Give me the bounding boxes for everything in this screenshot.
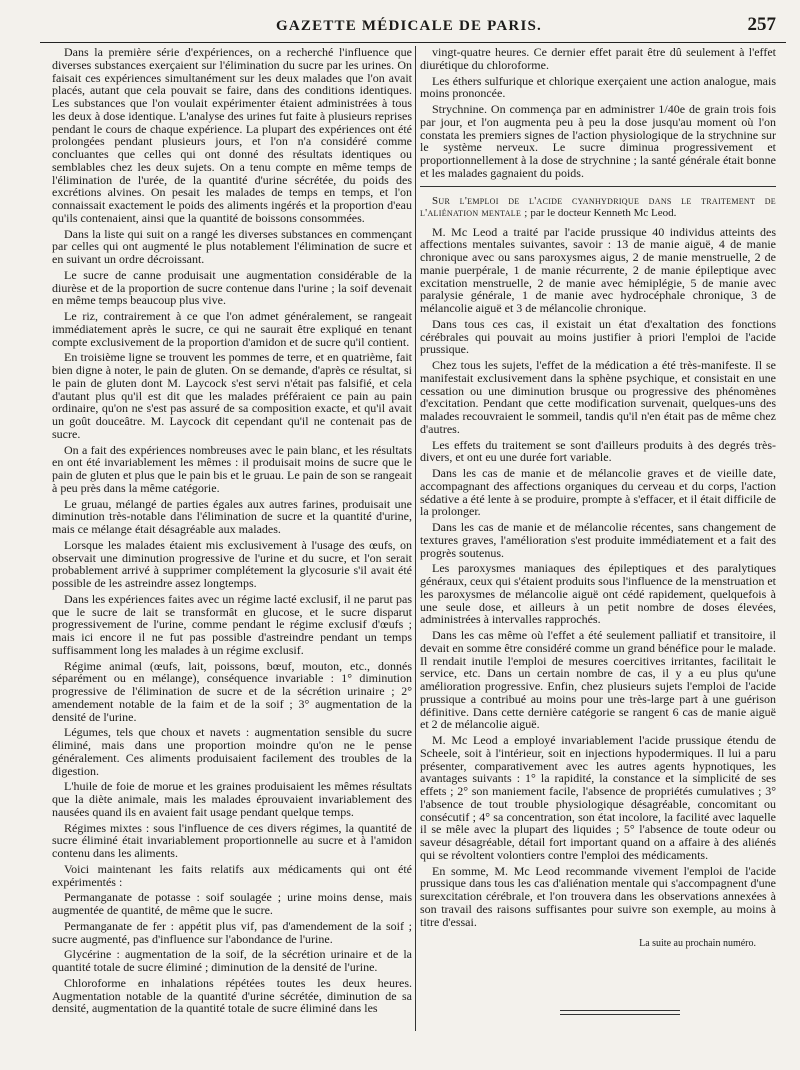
right-column (420, 46, 776, 951)
continued-note: La suite au prochain numéro. (639, 938, 756, 950)
paragraph: Le gruau, mélangé de parties égales aux autres farines, produisait une diminution très-notable dans l'élimination de sucre et la quantité d'urine, mais ce mélange était désagréable aux malades. (52, 496, 412, 536)
paragraph: Régimes mixtes : sous l'influence de ces divers régimes, la quantité de sucre éliminé était invariablement proportionnelle au sucre et à l'amidon contenu dans les aliments. (52, 820, 412, 860)
paragraph: M. Mc Leod a traité par l'acide prussique 40 individus atteints des affections mentales suivantes, savoir : 13 de manie aiguë, 4 de manie chronique avec ou sans paroxysmes aigus, 2 de manie menstruelle, 2 de manie puerpérale, 1 de manie récurrente, 2 de manie épileptique avec excitation menstruelle, 2 de manie avec hémiplégie, 5 de manie avec paralysie générale, 1 de manie avec hydrocéphale chronique, 3 de mélancolie aiguë et 3 de mélancolie chronique. (420, 224, 776, 315)
paragraph: Le sucre de canne produisait une augmentation considérable de la diurèse et de la proportion de sucre contenue dans l'urine ; la soif devenait en même temps beaucoup plus vive. (52, 267, 412, 308)
paragraph: Glycérine : augmentation de la soif, de la sécrétion urinaire et de la quantité totale de sucre éliminé ; diminution de la densité de l'urine. (52, 947, 412, 974)
paragraph: Légumes, tels que choux et navets : augmentation sensible du sucre éliminé, mais dans une proportion moindre qu'on ne le pense généralement. Ces aliments produisaient facilement des troubles de la digestion. (52, 725, 412, 778)
article-separator (420, 186, 776, 187)
article-title: Sur l'emploi de l'acide cyanhydrique dans le traitement de l'aliénation mentale ; (420, 194, 776, 219)
end-rule-double (560, 1014, 680, 1015)
paragraph: Dans les cas même où l'effet a été seulement palliatif et transitoire, il devait en somme être considéré comme un grand bénéfice pour le malade. Il rendait inutile l'emploi de mesures coercitives irritantes, facilitait le service, etc. Dans un certain nombre de cas, il y a eu plus qu'une amélioration progressive. Enfin, chez plusieurs sujets l'emploi de l'acide prussique a contribué au moins pour une très-large part à une guérison définitive. Dans cette dernière catégorie se rangent 6 cas de manie aiguë et 2 de mélancolie aiguë. (420, 628, 776, 732)
end-rule (560, 1010, 680, 1011)
paragraph: On a fait des expériences nombreuses avec le pain blanc, et les résultats en ont été invariablement les mêmes : il produisait moins de sucre que le pain de gluten et plus que le pain bis et le gruau. Le pain de son se rangeait à peu près dans la même catégorie. (52, 442, 412, 495)
paragraph: Les effets du traitement se sont d'ailleurs produits à des degrés très-divers, et ont eu une durée fort variable. (420, 437, 776, 465)
paragraph: Chez tous les sujets, l'effet de la médication a été très-manifeste. Il se manifestait exclusivement dans la sphène psychique, et consistait en une cessation ou une diminution brusque ou progressive des phénomènes d'excitation. Pendant que cette modification survenait, quelques-uns des malades recouvraient le sommeil, tandis qu'il n'en était pas de même chez d'autres. (420, 358, 776, 436)
paragraph: En troisième ligne se trouvent les pommes de terre, et en quatrième, fait bien digne à noter, le pain de gluten. On se demande, d'après ce résultat, si le pain de gluten dont M. Laycock s'est servi n'était pas falsifié, et cela d'autant plus qu'il est dit que les malades préféraient ce pain au pain ordinaire, qu'on ne s'est pas assuré de sa composition exacte, et qu'il avait un goût douceâtre. M. Laycock dit cependant qu'il ne contenait pas de sucre. (52, 350, 412, 441)
paragraph: Les éthers sulfurique et chlorique exerçaient une action analogue, mais moins prononcée. (420, 73, 776, 101)
paragraph: Dans la liste qui suit on a rangé les diverses substances en commençant par celles qui ont augmenté le plus notablement l'élimination de sucre et en suivant un ordre décroissant. (52, 226, 412, 266)
right-column-intro (420, 46, 776, 180)
article-heading (420, 195, 776, 220)
paragraph: Dans les cas de manie et de mélancolie graves et de vieille date, accompagnant des affections organiques du cerveau et du corps, l'action sédative a été lente à se produire, prompte à s'effacer, et il était difficile de la prolonger. (420, 466, 776, 519)
running-title: GAZETTE MÉDICALE DE PARIS. (276, 18, 542, 34)
article-byline: par le docteur Kenneth Mc Leod. (530, 207, 677, 219)
paragraph: Le riz, contrairement à ce que l'on admet généralement, se rangeait immédiatement après le sucre, ce qui ne saurait être expliqué en tenant compte exclusivement de la proportion d'amidon et de sucre qu'il contient. (52, 309, 412, 349)
paragraph: Permanganate de potasse : soif soulagée ; urine moins dense, mais augmentée de quantité, de même que le sucre. (52, 890, 412, 917)
paragraph: Dans la première série d'expériences, on a recherché l'influence que diverses substances exerçaient sur l'élimination du sucre par les urines. On faisait ces expériences simultanément sur les deux malades que l'on avait placés, autant que cela pouvait se faire, dans des conditions identiques. Les substances que l'on voulait expérimenter étaient administrées à tous les deux à dose identique. L'analyse des urines fut faite à plusieurs reprises pendant le cours de chaque expérience. La plupart des expériences ont été prolongées pendant plusieurs jours, et l'on n'a considéré comme concluantes que celles qui ont donné des résultats identiques ou semblables chez les deux sujets. On a tenu compte en même temps de l'élimination de l'urée, de la quantité d'urine sécrétée, du poids des excrétions alvines. On pesait les malades de temps en temps, et l'on connaissait exactement le poids des aliments ingérés et la proportion d'eau qu'ils contenaient, ainsi que la quantité de boissons consommées. (52, 45, 412, 225)
column-divider (415, 46, 416, 1031)
page-header (38, 14, 780, 40)
paragraph: En somme, M. Mc Leod recommande vivement l'emploi de l'acide prussique dans tous les cas d'aliénation mentale qui s'accompagnent d'une surexcitation cérébrale, et l'on trouvera dans les observations annexées à son travail des raisons suffisantes pour suivre son exemple, au moins à titre d'essai. (420, 863, 776, 929)
left-column (52, 46, 412, 1015)
paragraph: Les paroxysmes maniaques des épileptiques et des paralytiques généraux, ceux qui s'étaient produits sous l'influence de la menstruation et les paroxysmes de mélancolie aiguë ont cédé rapidement, quelquefois à une seule dose, et ailleurs à un petit nombre de doses élevées, administrées à intervalles rapprochés. (420, 561, 776, 627)
page-number: 257 (747, 14, 776, 35)
paragraph: Dans tous ces cas, il existait un état d'exaltation des fonctions cérébrales qui pouvait au moins justifier à priori l'emploi de l'acide prussique. (420, 316, 776, 357)
paragraph: Dans les cas de manie et de mélancolie récentes, sans changement de textures graves, l'amélioration s'est produite immédiatement et a fait des progrès soutenus. (420, 520, 776, 560)
paragraph: Voici maintenant les faits relatifs aux médicaments qui ont été expérimentés : (52, 861, 412, 889)
header-rule (40, 42, 786, 43)
paragraph: L'huile de foie de morue et les graines produisaient les mêmes résultats que la diète animale, mais les malades éprouvaient invariablement des nausées quand ils en avaient fait usage pendant quelque temps. (52, 779, 412, 819)
paragraph: Régime animal (œufs, lait, poissons, bœuf, mouton, etc., donnés séparément ou en mélange), conséquence invariable : 1° diminution progressive de l'élimination de sucre et de la sécrétion urinaire ; 2° amendement notable de la faim et de la soif ; 3° augmentation de la densité de l'urine. (52, 658, 412, 724)
paragraph: Lorsque les malades étaient mis exclusivement à l'usage des œufs, on observait une diminution progressive de l'urine et du sucre, et l'on serait probablement arrivé à supprimer complétement la glycosurie s'il avait été possible de les astreindre assez longtemps. (52, 537, 412, 590)
paragraph: Dans les expériences faites avec un régime lacté exclusif, il ne parut pas que le sucre de lait se transformât en glucose, et le sucre disparut progressivement de l'urine, comme pendant le régime exclusif d'œufs ; mais ici encore il ne fut pas possible d'astreindre pendant un temps suffisamment long les malades à un régime exclusif. (52, 591, 412, 657)
paragraph: Strychnine. On commença par en administrer 1/40e de grain trois fois par jour, et l'on augmenta peu à peu la dose jusqu'au moment où l'on constata les premiers signes de l'action physiologique de la strychnine sur le système nerveux. Le sucre diminua progressivement et proportionnellement à la dose de strychnine ; la santé générale était bonne et les malades gagnaient du poids. (420, 102, 776, 180)
article-body (420, 226, 776, 929)
paragraph: M. Mc Leod a employé invariablement l'acide prussique étendu de Scheele, soit à l'intérieur, soit en injections hypodermiques. Il lui a paru présenter, comparativement avec les autres agents hypnotiques, les avantages suivants : 1° la rapidité, la constance et la simplicité de ses effets ; 2° son maniement facile, l'absence de propriétés cumulatives ; 3° l'absence de tout trouble physiologique désagréable, concomitant ou consécutif ; 4° sa concentration, son état incolore, la facilité avec laquelle il se mêle avec la plupart des liquides ; 5° l'absence de toute odeur ou saveur désagréable, détail fort important quand on a affaire à des aliénés qui se révoltent volontiers contre l'emploi des médicaments. (420, 733, 776, 862)
paragraph: Chloroforme en inhalations répétées toutes les deux heures. Augmentation notable de la quantité d'urine sécrétée, diminution de sa densité, augmentation de la quantité totale de sucre éliminé dans les (52, 975, 412, 1016)
paragraph: vingt-quatre heures. Ce dernier effet parait être dû seulement à l'effet diurétique du chloroforme. (420, 45, 776, 72)
paragraph: Permanganate de fer : appétit plus vif, pas d'amendement de la soif ; sucre augmenté, pas d'influence sur l'abondance de l'urine. (52, 918, 412, 946)
